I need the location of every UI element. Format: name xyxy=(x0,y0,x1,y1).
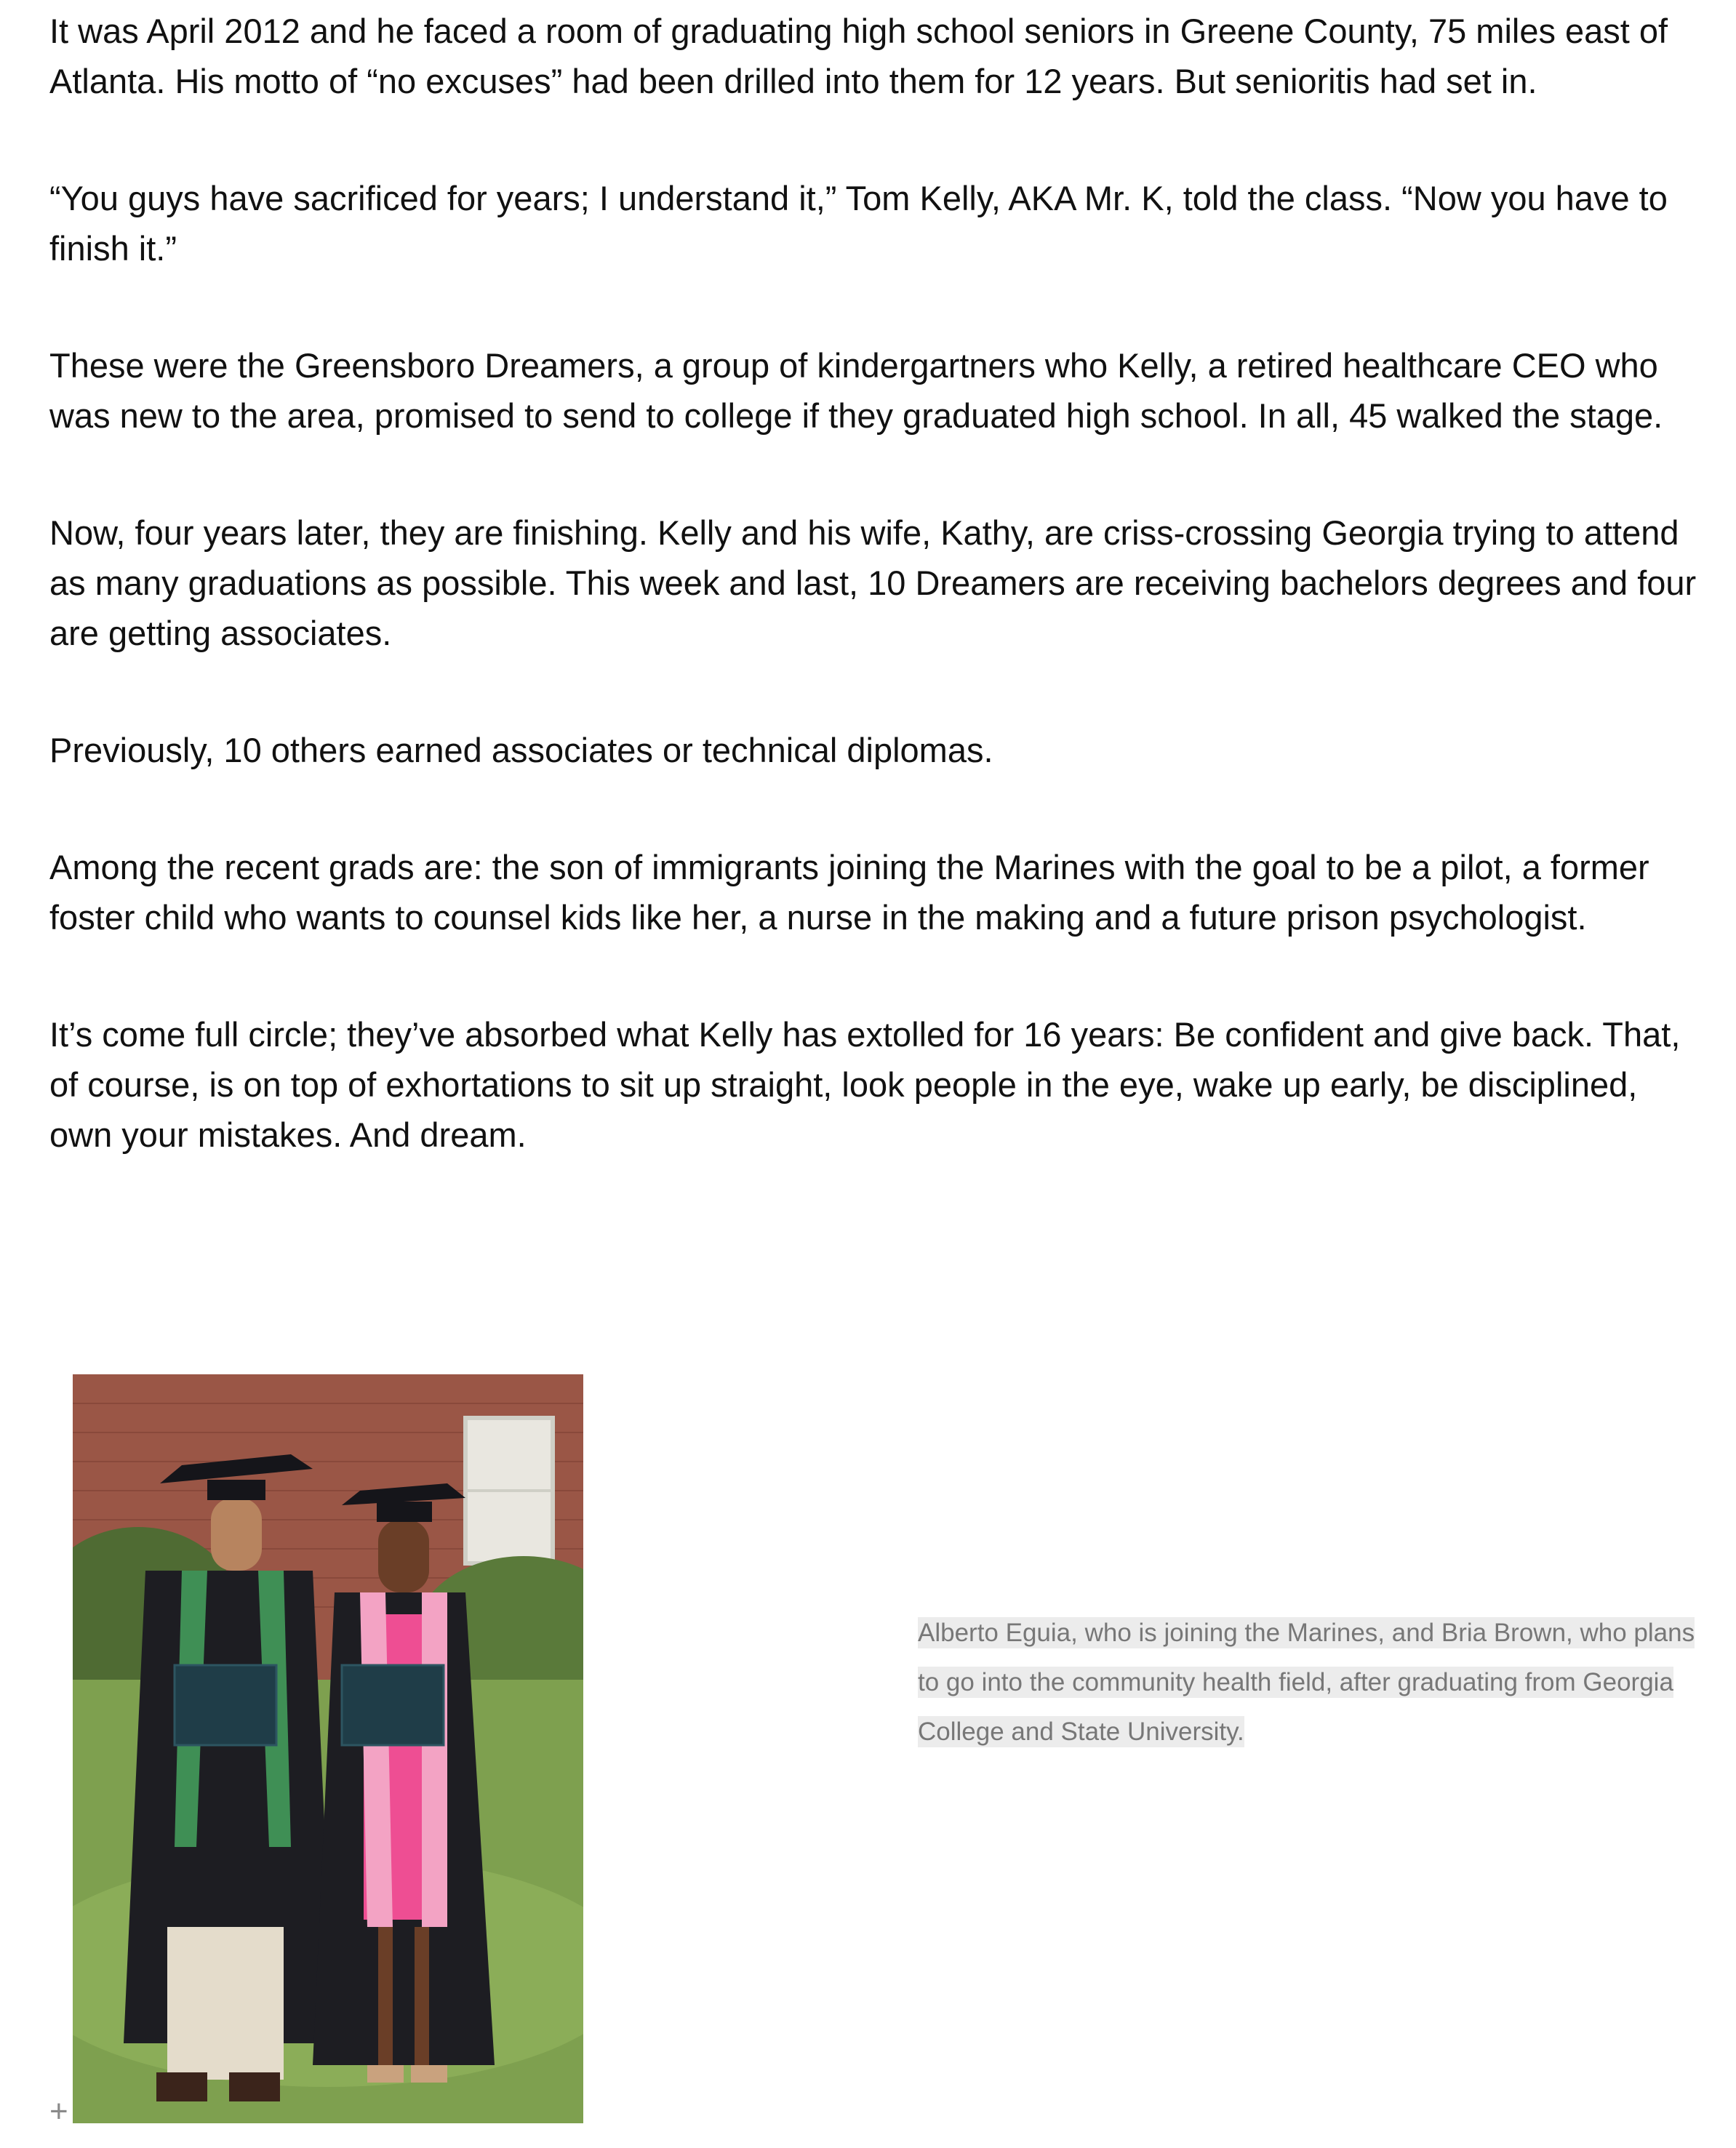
paragraph: These were the Greensboro Dreamers, a group of kindergartners who Kelly, a retired healthcare CEO who was new to the area, promised to send to college if they graduated high school. In all, 45 walked the stage. xyxy=(49,346,1663,435)
photo-illustration xyxy=(73,1374,583,2123)
paragraph: It’s come full circle; they’ve absorbed what Kelly has extolled for 16 years: Be confident and give back. That, of course, is on top of exhortations to sit up straight, look people in the eye, wake up early, be disciplined, own your mistakes. And dream. xyxy=(49,1015,1681,1154)
paragraph: It was April 2012 and he faced a room of graduating high school seniors in Greene County, 75 miles east of Atlanta. His motto of “no excuses” had been drilled into them for 12 years. But senioritis had set in. xyxy=(49,12,1668,100)
article-body xyxy=(49,6,1700,1227)
graduation-photo xyxy=(73,1374,583,2123)
paragraph: Previously, 10 others earned associates or technical diplomas. xyxy=(49,731,993,769)
paragraph: “You guys have sacrificed for years; I understand it,” Tom Kelly, AKA Mr. K, told the class. “Now you have to finish it.” xyxy=(49,179,1668,268)
plus-icon[interactable]: + xyxy=(49,2093,68,2129)
photo-caption-text: Alberto Eguia, who is joining the Marines, and Bria Brown, who plans to go into the community health field, after graduating from Georgia College and State University. xyxy=(918,1619,1695,1746)
photo-caption xyxy=(918,1608,1696,1757)
paragraph: Among the recent grads are: the son of immigrants joining the Marines with the goal to be a pilot, a former foster child who wants to counsel kids like her, a nurse in the making and a future prison psychologist. xyxy=(49,848,1649,937)
paragraph: Now, four years later, they are finishing. Kelly and his wife, Kathy, are criss-crossing Georgia trying to attend as many graduations as possible. This week and last, 10 Dreamers are receiving bachelors degrees and four are getting associates. xyxy=(49,513,1697,652)
